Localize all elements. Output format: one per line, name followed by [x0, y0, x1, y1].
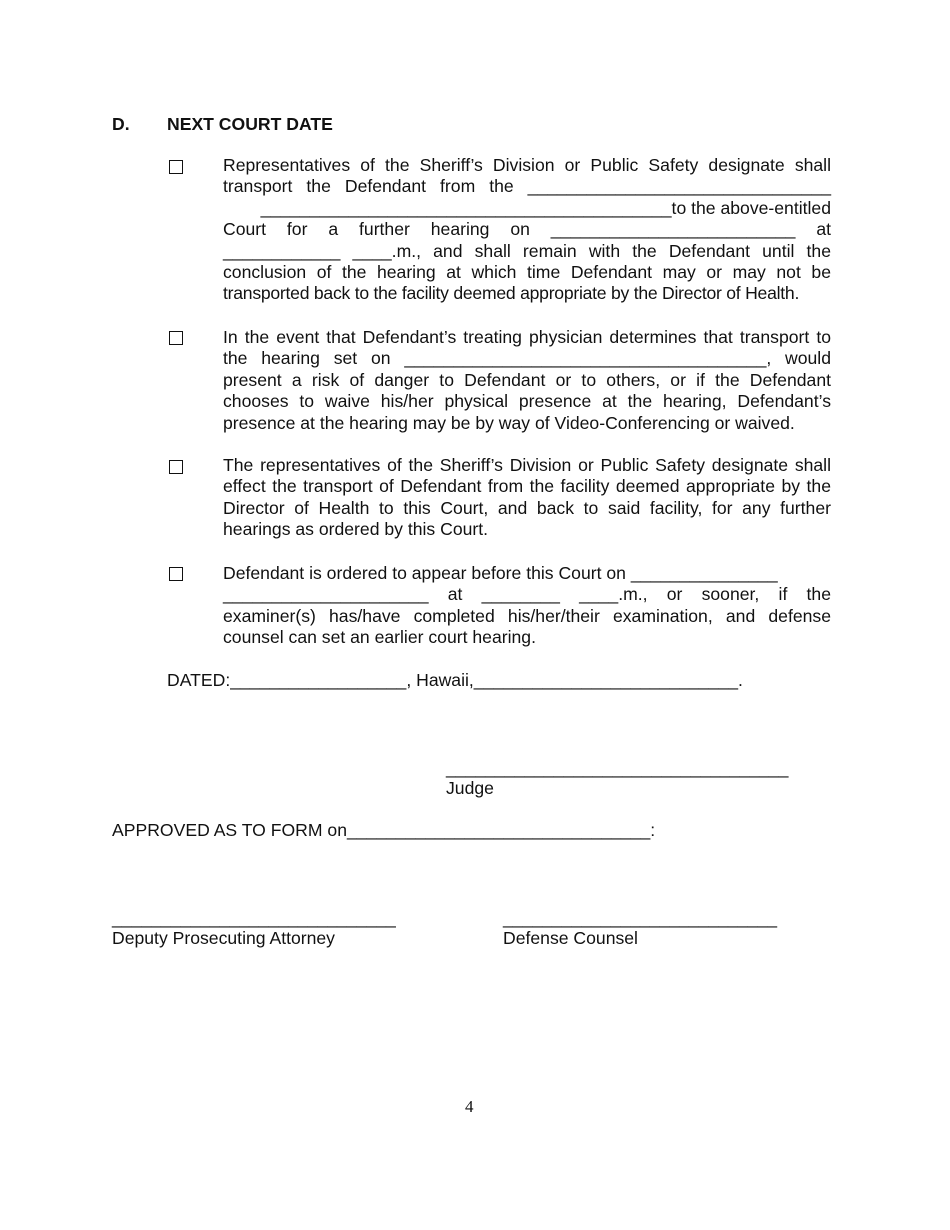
paragraph-line: the hearing set on _____________________________________, would	[223, 348, 831, 369]
defense-label: Defense Counsel	[503, 928, 638, 948]
paragraph-line: hearings as ordered by this Court.	[223, 519, 489, 540]
paragraph-line: transported back to the facility deemed appropriate by the Director of Health.	[223, 283, 800, 304]
paragraph-line: present a risk of danger to Defendant or to others, or if the Defendant	[223, 369, 831, 390]
section-title: NEXT COURT DATE	[167, 114, 333, 134]
paragraph-line: Court for a further hearing on _________________________ at	[223, 219, 831, 240]
paragraph-line: In the event that Defendant’s treating physician determines that transport to	[223, 327, 831, 347]
paragraph-line: counsel can set an earlier court hearing.	[223, 627, 536, 648]
judge-label: Judge	[446, 778, 494, 798]
paragraph-line: conclusion of the hearing at which time Defendant may or may not be	[223, 262, 831, 283]
paragraph-video-conferencing	[223, 327, 831, 434]
paragraph-line: The representatives of the Sheriff’s Division or Public Safety designate shall	[223, 455, 831, 475]
paragraph-transport-to-hearing	[223, 155, 831, 305]
paragraph-further-hearings-transport	[223, 455, 831, 541]
paragraph-line: presence at the hearing may be by way of Video-Conferencing or waived.	[223, 412, 795, 433]
paragraph-line: examiner(s) has/have completed his/her/their examination, and defense	[223, 605, 831, 626]
page-number: 4	[465, 1097, 474, 1116]
prosecutor-label: Deputy Prosecuting Attorney	[112, 928, 335, 948]
dated-line: DATED:__________________, Hawaii,___________________________.	[167, 670, 743, 690]
checkbox-video-conferencing[interactable]	[169, 331, 183, 345]
checkbox-appear-before-court[interactable]	[169, 567, 183, 581]
paragraph-line: ____________ ____.m., and shall remain with the Defendant until the	[223, 240, 831, 261]
approved-as-to-form-line: APPROVED AS TO FORM on_______________________________:	[112, 820, 656, 840]
paragraph-line: Defendant is ordered to appear before this Court on _______________	[223, 563, 778, 583]
checkbox-further-hearings-transport[interactable]	[169, 460, 183, 474]
paragraph-line: Representatives of the Sheriff’s Division or Public Safety designate shall	[223, 155, 831, 175]
judge-signature-line: ___________________________________	[446, 758, 789, 778]
paragraph-appear-before-court	[223, 563, 831, 649]
paragraph-line: transport the Defendant from the _______________________________	[223, 176, 831, 197]
defense-signature-line: ____________________________	[503, 908, 777, 928]
paragraph-line: chooses to waive his/her physical presence at the hearing, Defendant’s	[223, 391, 831, 412]
checkbox-transport-to-hearing[interactable]	[169, 160, 183, 174]
paragraph-line: effect the transport of Defendant from the facility deemed appropriate by the	[223, 476, 831, 497]
paragraph-line: __________________________________________to the above-entitled	[260, 197, 831, 218]
paragraph-line: Director of Health to this Court, and back to said facility, for any further	[223, 497, 831, 518]
prosecutor-signature-line: _____________________________	[112, 908, 396, 928]
paragraph-line: _____________________ at ________ ____.m., or sooner, if the	[223, 584, 831, 605]
section-letter: D.	[112, 114, 130, 134]
